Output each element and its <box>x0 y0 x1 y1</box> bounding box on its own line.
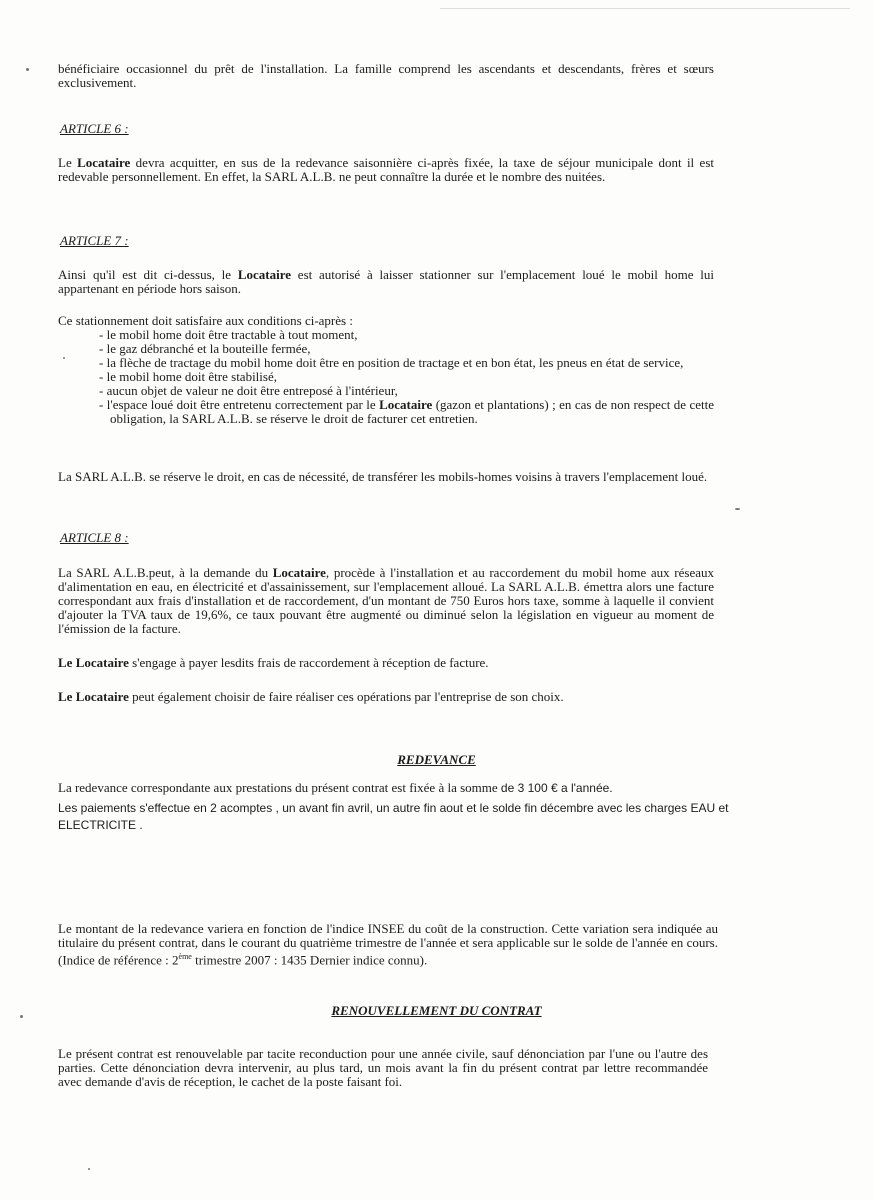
locataire-term: Le Locataire <box>58 655 129 670</box>
list-item: - le mobil home doit être tractable à tout moment, <box>99 327 358 342</box>
list-item: - aucun objet de valeur ne doit être entreposé à l'intérieur, <box>99 383 398 398</box>
renouvellement-heading: RENOUVELLEMENT DU CONTRAT <box>331 1003 542 1018</box>
redevance-amount: de 3 100 € a l'année. <box>500 781 613 795</box>
locataire-term: Locataire <box>77 155 131 170</box>
article-7-conditions <box>58 314 714 426</box>
article-8-paragraph-3: Le Locataire peut également choisir de faire réaliser ces opérations par l'entreprise de son choix. <box>58 689 564 704</box>
list-item: - la flèche de tractage du mobil home doit être en position de tractage et en bon état, les pneus en état de service, <box>99 355 684 370</box>
redevance-heading: REDEVANCE <box>397 752 476 767</box>
locataire-term: Locataire <box>272 565 326 580</box>
article-8-paragraph-2: Le Locataire s'engage à payer lesdits frais de raccordement à réception de facture. <box>58 655 489 670</box>
scan-speck <box>735 508 740 510</box>
article-6-paragraph: Le Locataire devra acquitter, en sus de la redevance saisonnière ci-après fixée, la taxe de séjour municipale dont il est redevable personnellement. En effet, la SARL A.L.B. ne peut connaître la durée et le nombre des nuitées. <box>58 155 714 184</box>
intro-text: bénéficiaire occasionnel du prêt de l'installation. La famille comprend les ascendants et descendants, frères et sœurs exclusivement. <box>58 61 714 90</box>
article-6-heading: ARTICLE 6 : <box>60 121 129 136</box>
locataire-term: Locataire <box>379 397 433 412</box>
list-item: - le gaz débranché et la bouteille fermée, <box>99 341 311 356</box>
scan-speck <box>26 68 29 71</box>
redevance-paragraph-3: Le montant de la redevance variera en fonction de l'indice INSEE du coût de la construction. Cette variation sera indiquée au titulaire du présent contrat, dans le courant du quatrième trimestre de l'année et sera applicable sur le solde de l'année en cours. (Indice de référence : 2ème trimestre 2007 : 1435 Dernier indice connu). <box>58 921 718 968</box>
intro-paragraph <box>58 62 714 90</box>
conditions-intro: Ce stationnement doit satisfaire aux conditions ci-après : <box>58 313 353 328</box>
article-7-paragraph-1: Ainsi qu'il est dit ci-dessus, le Locataire est autorisé à laisser stationner sur l'emplacement loué le mobil home lui appartenant en période hors saison. <box>58 267 714 296</box>
redevance-paragraph-1: La redevance correspondante aux prestations du présent contrat est fixée à la somme de 3 100 € a l'année. <box>58 780 613 795</box>
redevance-paragraph-2: Les paiements s'effectue en 2 acomptes , un avant fin avril, un autre fin aout et le solde fin décembre avec les charges EAU et ELECTRICITE . <box>58 801 729 832</box>
scan-artifact-line <box>440 8 850 9</box>
list-item: - le mobil home doit être stabilisé, <box>99 369 277 384</box>
article-8-paragraph-1: La SARL A.L.B.peut, à la demande du Locataire, procède à l'installation et au raccordement du mobil home aux réseaux d'alimentation en eau, en électricité et d'assainissement, sur l'emplacement alloué. La SARL A.L.B. émettra alors une facture correspondant aux frais d'installation et de raccordement, d'un montant de 750 Euros hors taxe, somme à laquelle il convient d'ajouter la TVA taux de 19,6%, ce taux pouvant être augmenté ou diminué selon la législation en vigueur au moment de l'émission de la facture. <box>58 565 714 636</box>
locataire-term: Locataire <box>237 267 292 282</box>
article-8-heading: ARTICLE 8 : <box>60 530 129 545</box>
article-7-paragraph-2: La SARL A.L.B. se réserve le droit, en cas de nécessité, de transférer les mobils-homes voisins à travers l'emplacement loué. <box>58 469 708 484</box>
locataire-term: Le Locataire <box>58 689 129 704</box>
article-7-heading: ARTICLE 7 : <box>60 233 129 248</box>
renouvellement-paragraph: Le présent contrat est renouvelable par tacite reconduction pour une année civile, sauf dénonciation par l'une ou l'autre des parties. Cette dénonciation devra intervenir, au plus tard, un mois avant la fin du présent contrat par lettre recommandée avec demande d'avis de réception, le cachet de la poste faisant foi. <box>58 1046 708 1089</box>
conditions-list <box>58 328 714 426</box>
scan-speck <box>88 1168 90 1170</box>
list-item: - l'espace loué doit être entretenu correctement par le Locataire (gazon et plantations) ; en cas de non respect de cette obligation, la SARL A.L.B. se réserve le droit de facturer cet entretien. <box>99 397 714 426</box>
